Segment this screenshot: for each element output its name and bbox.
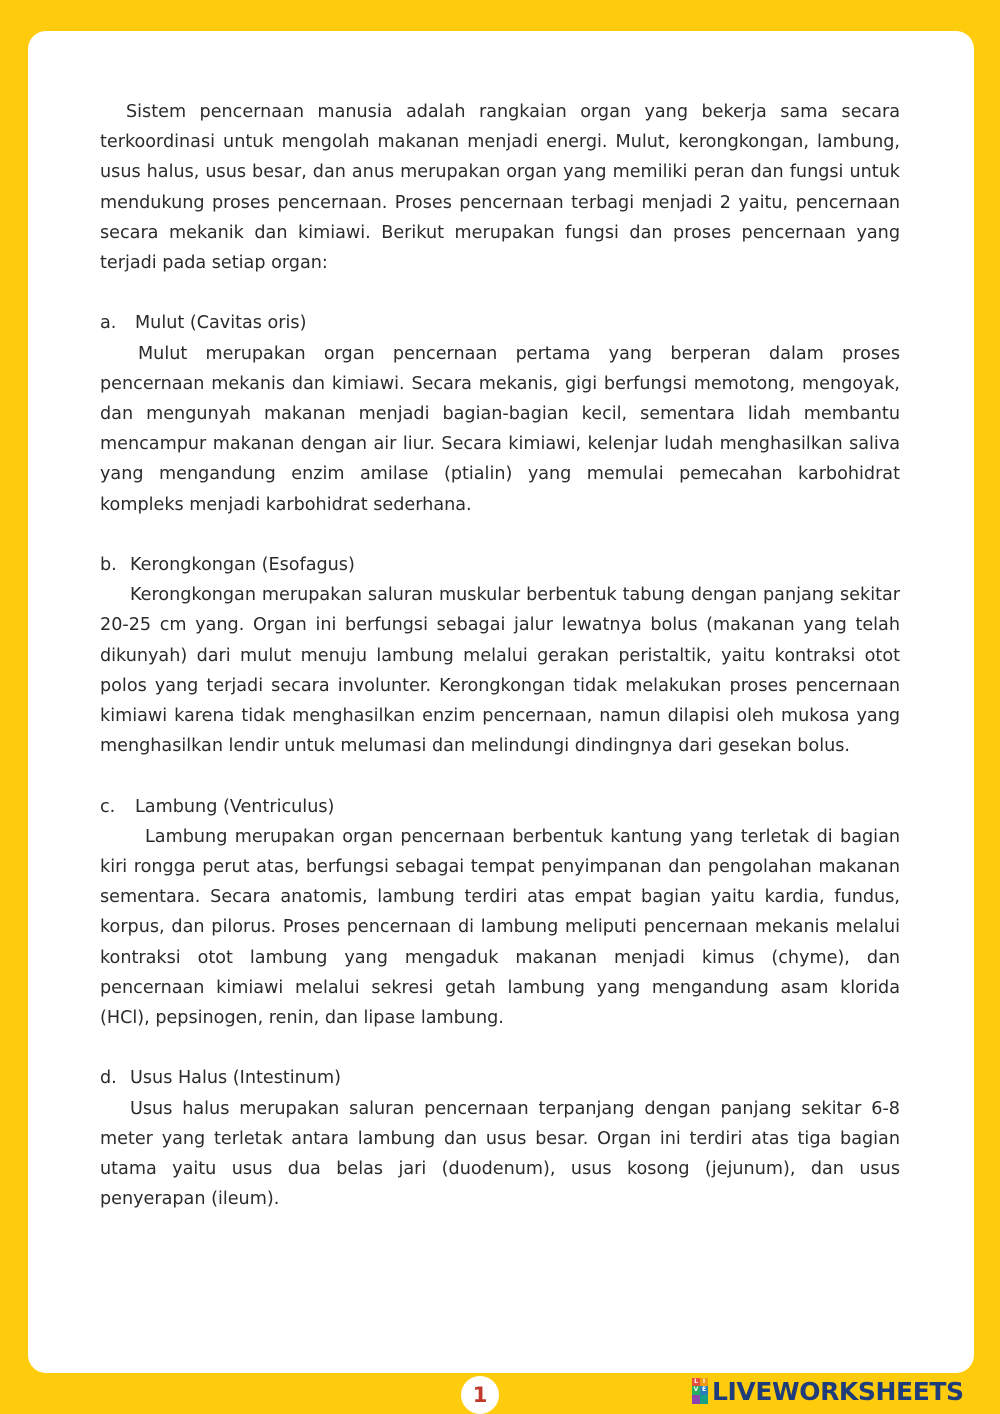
liveworksheets-logo-icon (692, 1378, 708, 1404)
intro-paragraph: Sistem pencernaan manusia adalah rangkaian organ yang bekerja sama secara terkoordinasi untuk mengolah makanan menjadi energi. Mulut, kerongkongan, lambung, usus halus, usus besar, dan anus merupakan organ yang memiliki peran dan fungsi untuk mendukung proses pencernaan. Proses pencernaan terbagi menjadi 2 yaitu, pencernaan secara mekanik dan kimiawi. Berikut merupakan fungsi dan proses pencernaan yang terjadi pada setiap organ: (100, 102, 900, 274)
section-mulut (100, 308, 900, 519)
logo-block (700, 1395, 708, 1404)
section-body: Mulut merupakan organ pencernaan pertama yang berperan dalam proses pencernaan mekanis dan kimiawi. Secara mekanis, gigi berfungsi memotong, mengoyak, dan mengunyah makanan menjadi bagian-bagian kecil, sementara lidah membantu mencampur makanan dengan air liur. Secara kimiawi, kelenjar ludah menghasilkan saliva yang mengandung enzim amilase (ptialin) yang memulai pemecahan karbohidrat kompleks menjadi karbohidrat sederhana. (100, 343, 900, 515)
section-title: Kerongkongan (Esofagus) (130, 555, 355, 576)
section-heading (100, 308, 900, 338)
section-kerongkongan (100, 550, 900, 761)
section-title: Lambung (Ventriculus) (135, 796, 335, 817)
section-body: Usus halus merupakan saluran pencernaan terpanjang dengan panjang sekitar 6-8 meter yang terletak antara lambung dan usus besar. Organ ini terdiri atas tiga bagian utama yaitu usus dua belas jari (duodenum), usus kosong (jejunum), dan usus penyerapan (ileum). (100, 1098, 900, 1210)
section-letter: b. (100, 555, 117, 576)
logo-letter: I (700, 1378, 708, 1386)
liveworksheets-brand[interactable] (692, 1377, 964, 1405)
section-body: Lambung merupakan organ pencernaan berbentuk kantung yang terletak di bagian kiri rongga perut atas, berfungsi sebagai tempat penyimpanan dan pengolahan makanan sementara. Secara anatomis, lambung terdiri atas empat bagian yaitu kardia, fundus, korpus, dan pilorus. Proses pencernaan di lambung meliputi pencernaan mekanis melalui kontraksi otot lambung yang mengaduk makanan menjadi kimus (chyme), dan pencernaan kimiawi melalui sekresi getah lambung yang mengandung asam klorida (HCl), pepsinogen, renin, dan lipase lambung. (100, 826, 900, 1029)
section-letter: d. (100, 1068, 117, 1089)
section-title: Mulut (Cavitas oris) (135, 313, 307, 334)
section-heading (100, 1063, 900, 1093)
section-letter: a. (100, 313, 117, 334)
logo-letter: V (693, 1386, 699, 1393)
section-lambung (100, 792, 900, 1034)
section-heading (100, 792, 900, 822)
section-heading (100, 550, 900, 580)
logo-letter: E (701, 1386, 707, 1393)
page-number: 1 (461, 1376, 499, 1414)
section-letter: c. (100, 796, 116, 817)
section-body: Kerongkongan merupakan saluran muskular berbentuk tabung dengan panjang sekitar 20-25 cm yang. Organ ini berfungsi sebagai jalur lewatnya bolus (makanan yang telah dikunyah) dari mulut menuju lambung melalui gerakan peristaltik, yaitu kontraksi otot polos yang terjadi secara involunter. Kerongkongan tidak melakukan proses pencernaan kimiawi karena tidak menghasilkan enzim pencernaan, namun dilapisi oleh mukosa yang menghasilkan lendir untuk melumasi dan melindungi dindingnya dari gesekan bolus. (100, 585, 900, 757)
section-title: Usus Halus (Intestinum) (130, 1068, 341, 1089)
document-body (100, 97, 900, 1245)
logo-letter: L (692, 1378, 700, 1386)
section-usus-halus (100, 1063, 900, 1214)
logo-block (692, 1395, 700, 1404)
brand-text: LIVEWORKSHEETS (712, 1376, 964, 1406)
